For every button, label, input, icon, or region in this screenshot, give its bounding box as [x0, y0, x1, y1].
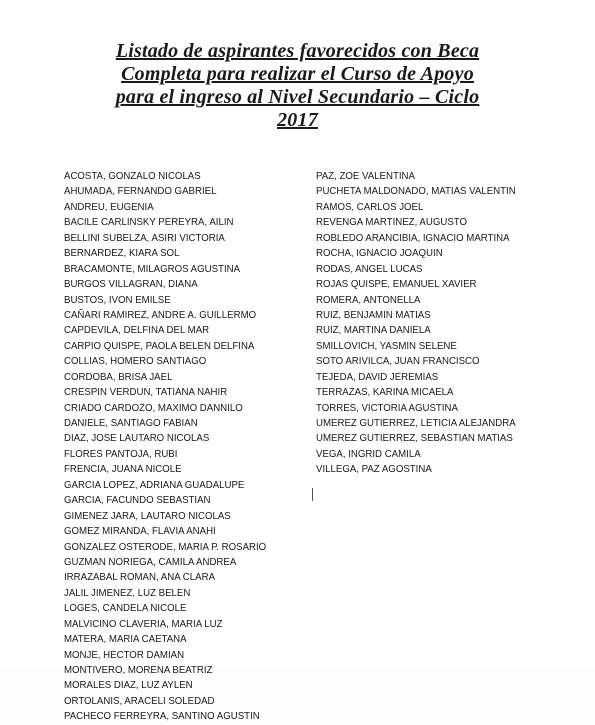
list-item: TERRAZAS, KARINA MICAELA: [316, 386, 454, 399]
list-item: ORTOLANIS, ARACELI SOLEDAD: [64, 694, 215, 707]
title-line: 2017: [277, 109, 318, 131]
list-item: BELLINI SUBELZA, ASIRI VICTORIA: [64, 231, 225, 244]
list-item: PUCHETA MALDONADO, MATIAS VALENTIN: [316, 185, 516, 198]
list-item: ROMERA, ANTONELLA: [316, 293, 421, 306]
list-item: PAZ, ZOE VALENTINA: [316, 170, 415, 182]
document-title: [40, 40, 555, 132]
list-item: MONJE, HECTOR DAMIAN: [64, 648, 185, 661]
list-item: SMILLOVICH, YASMIN SELENE: [316, 339, 457, 352]
list-item: AHUMADA, FERNANDO GABRIEL: [64, 185, 217, 198]
list-item: MALVICINO CLAVERIA, MARIA LUZ: [64, 617, 223, 630]
list-item: LOGES, CANDELA NICOLE: [64, 602, 187, 615]
list-item: CRESPIN VERDUN, TATIANA NAHIR: [64, 386, 228, 399]
list-item: UMEREZ GUTIERREZ, SEBASTIAN MATIAS: [316, 432, 513, 445]
stray-pen-mark: [312, 488, 313, 501]
list-item: BERNARDEZ, KIARA SOL: [64, 247, 180, 260]
list-item: GOMEZ MIRANDA, FLAVIA ANAHI: [64, 525, 216, 538]
list-item: RAMOS, CARLOS JOEL: [316, 200, 424, 213]
list-item: SOTO ARIVILCA, JUAN FRANCISCO: [316, 355, 480, 368]
list-item: VEGA, INGRID CAMILA: [316, 447, 421, 460]
list-item: JALIL JIMENEZ, LUZ BELEN: [64, 586, 191, 599]
list-item: VILLEGA, PAZ AGOSTINA: [316, 463, 432, 476]
list-item: RUIZ, MARTINA DANIELA: [316, 324, 431, 337]
list-item: GIMENEZ JARA, LAUTARO NICOLAS: [64, 509, 231, 522]
list-item: MATERA, MARIA CAETANA: [64, 633, 187, 646]
list-item: DIAZ, JOSE LAUTARO NICOLAS: [64, 432, 210, 445]
list-item: GARCIA, FACUNDO SEBASTIAN: [64, 494, 211, 507]
list-item: CARPIO QUISPE, PAOLA BELEN DELFINA: [64, 339, 255, 352]
list-item: FLORES PANTOJA, RUBI: [64, 447, 178, 460]
list-item: GARCIA LOPEZ, ADRIANA GUADALUPE: [64, 478, 245, 491]
list-item: DANIELE, SANTIAGO FABIAN: [64, 417, 198, 429]
list-item: ACOSTA, GONZALO NICOLAS: [64, 170, 201, 182]
list-item: BURGOS VILLAGRAN, DIANA: [64, 278, 198, 291]
title-line: Completa para realizar el Curso de Apoyo: [121, 63, 474, 85]
list-item: IRRAZABAL ROMAN, ANA CLARA: [64, 571, 216, 584]
list-item: CAÑARI RAMIREZ, ANDRE A. GUILLERMO: [64, 308, 257, 321]
list-item: MORALES DIAZ, LUZ AYLEN: [64, 679, 193, 692]
list-item: PACHECO FERREYRA, SANTINO AGUSTIN: [64, 710, 260, 723]
list-item: CRIADO CARDOZO, MAXIMO DANNILO: [64, 401, 243, 414]
list-item: ANDREU, EUGENIA: [64, 200, 154, 213]
list-item: MONTIVERO, MORENA BEATRIZ: [64, 664, 213, 676]
names-list-right: [316, 169, 516, 478]
list-item: BACILE CARLINSKY PEREYRA, AILIN: [64, 216, 234, 229]
list-item: CAPDEVILA, DELFINA DEL MAR: [64, 324, 210, 337]
list-item: ROJAS QUISPE, EMANUEL XAVIER: [316, 278, 477, 291]
title-line: Listado de aspirantes favorecidos con Beca: [115, 40, 480, 62]
list-item: RUIZ, BENJAMIN MATIAS: [316, 308, 431, 321]
names-list-left: [64, 169, 266, 725]
list-item: REVENGA MARTINEZ, AUGUSTO: [316, 216, 468, 229]
list-item: GONZALEZ OSTERODE, MARIA P. ROSARIO: [64, 540, 267, 553]
list-item: ROBLEDO ARANCIBIA, IGNACIO MARTINA: [316, 231, 510, 244]
list-item: RODAS, ANGEL LUCAS: [316, 262, 423, 275]
list-item: ROCHA, IGNACIO JOAQUIN: [316, 247, 443, 260]
list-item: CORDOBA, BRISA JAEL: [64, 370, 173, 383]
list-item: BRACAMONTE, MILAGROS AGUSTINA: [64, 262, 241, 275]
list-item: COLLIAS, HOMERO SANTIAGO: [64, 355, 207, 368]
list-item: UMEREZ GUTIERREZ, LETICIA ALEJANDRA: [316, 417, 516, 429]
title-line: para el ingreso al Nivel Secundario – Ciclo: [115, 86, 480, 108]
list-item: FRENCIA, JUANA NICOLE: [64, 463, 182, 476]
list-item: TEJEDA, DAVID JEREMIAS: [316, 370, 439, 383]
list-item: TORRES, VICTORIA AGUSTINA: [316, 401, 458, 414]
list-item: GUZMAN NORIEGA, CAMILA ANDREA: [64, 555, 237, 568]
list-item: BUSTOS, IVON EMILSE: [64, 293, 171, 306]
